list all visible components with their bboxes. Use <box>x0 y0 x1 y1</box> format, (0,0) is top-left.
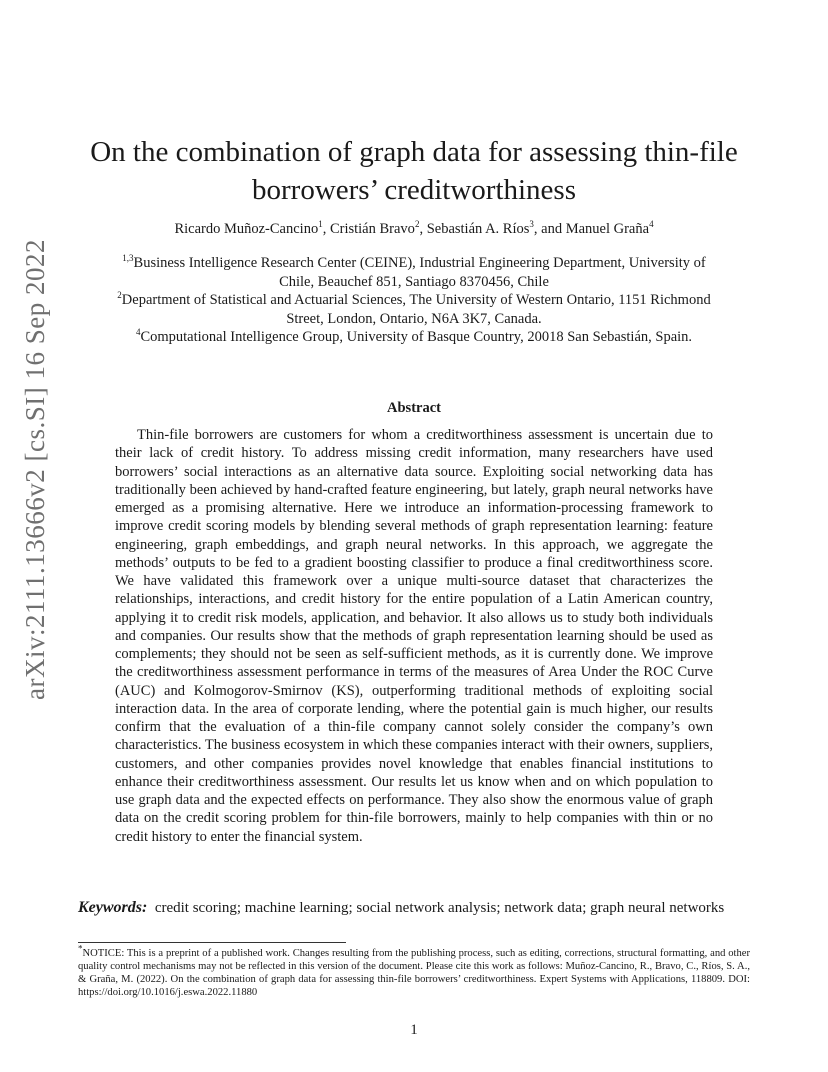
author-affiliation-mark: 4 <box>649 219 654 230</box>
author-affiliation-mark: 3 <box>529 219 534 230</box>
affiliation-line <box>78 254 750 273</box>
author-separator: , <box>419 221 427 237</box>
affiliation-mark: 1,3 <box>122 253 134 264</box>
author-name: Cristián Bravo <box>329 221 415 237</box>
keywords-label: Keywords: <box>78 899 148 916</box>
title-line-1: On the combination of graph data for assessing thin-file <box>90 136 738 168</box>
affiliation-mark: 4 <box>135 327 141 338</box>
footnote-text: NOTICE: This is a preprint of a published work. Changes resulting from the publishing process, such as editing, corrections, structural formatting, and other quality control mechanisms may not be reflected in this version of the document. Please cite this work as follows: Muñoz-Cancino, R., Bravo, C., Ríos, S. A., & Graña, M. (2022). On the combination of graph data for assessing thin-file borrowers’ creditworthiness. Expert Systems with Applications, 118809. DOI: https://doi.org/10.1016/j.eswa.2022.11880 <box>78 948 750 998</box>
abstract-heading: Abstract <box>387 400 441 416</box>
abstract-body: Thin-file borrowers are customers for whom a creditworthiness assessment is uncertain due to their lack of credit history. To address missing credit information, many researchers have used borrowers’ social interactions as an alternative data source. Exploiting social networking data has traditionally been achieved by hand-crafted feature engineering, but lately, graph neural networks have emerged as a promising alternative. Here we introduce an information-processing framework to improve credit scoring models by blending several methods of graph representation learning: feature engineering, graph embeddings, and graph neural networks. In this approach, we aggregate the methods’ outputs to be fed to a gradient boosting classifier to produce a final creditworthiness score. We have validated this framework over a unique multi-source dataset that characterizes the relationships, interactions, and credit history for the entire population of a Latin American country, applying it to credit risk models, application, and behavior. It also allows us to study both individuals and companies. Our results show that the methods of graph representation learning should be used as complements; they should not be seen as self-sufficient methods, as it is currently done. We improve the creditworthiness assessment performance in terms of the measures of Area Under the ROC Curve (AUC) and Kolmogorov-Smirnov (KS), outperforming traditional methods of exploiting social interaction data. In the area of corporate lending, where the potential gain is much higher, our results confirm that the evaluation of a thin-file company cannot solely consider the company’s own characteristics. The business ecosystem in which these companies interact with their owners, suppliers, customers, and other companies provides novel knowledge that enables financial institutions to enhance their creditworthiness assessment. Our results let us know when and on which population to use graph data and the expected effects on performance. They also show the enormous value of graph data on the credit scoring problem for thin-file borrowers, mainly to help companies with thin or no credit history to enter the financial system. <box>115 427 713 845</box>
keywords <box>78 898 750 918</box>
author-list <box>78 221 750 238</box>
affiliation-2 <box>78 291 750 329</box>
affiliation-text: Department of Statistical and Actuarial Sciences, The University of Western Ontario, 1151 Richmond <box>121 292 711 308</box>
author-name: Sebastián A. Ríos <box>426 221 530 237</box>
affiliation-line <box>78 291 750 310</box>
affiliation-text: Business Intelligence Research Center (CEINE), Industrial Engineering Department, University of <box>133 255 706 271</box>
affiliation-mark: 2 <box>117 290 122 301</box>
affiliation-line: Chile, Beauchef 851, Santiago 8370456, Chile <box>279 274 549 290</box>
author-separator: , <box>322 221 330 237</box>
page-number: 1 <box>410 1022 418 1038</box>
footnote <box>78 943 750 999</box>
author-name: Manuel Graña <box>565 221 650 237</box>
author-name: Ricardo Muñoz-Cancino <box>174 221 319 237</box>
title-line-2: borrowers’ creditworthiness <box>252 174 576 206</box>
author-affiliation-mark: 1 <box>318 219 323 230</box>
keywords-text: credit scoring; machine learning; social network analysis; network data; graph neural networks <box>154 900 725 916</box>
footnote-rule <box>78 942 346 943</box>
paper-title <box>78 133 750 209</box>
arxiv-identifier-stamp: arXiv:2111.13666v2 [cs.SI] 16 Sep 2022 <box>20 239 50 700</box>
footnote-mark: * <box>78 943 83 954</box>
author-affiliation-mark: 2 <box>414 219 420 230</box>
affiliation-line: Street, London, Ontario, N6A 3K7, Canada. <box>286 311 542 327</box>
author-separator: , and <box>533 221 566 237</box>
affiliation-3 <box>78 328 750 347</box>
affiliation-line <box>78 328 750 347</box>
affiliation-text: Computational Intelligence Group, University of Basque Country, 20018 San Sebastián, Spain. <box>140 329 693 345</box>
affiliation-1 <box>78 254 750 292</box>
